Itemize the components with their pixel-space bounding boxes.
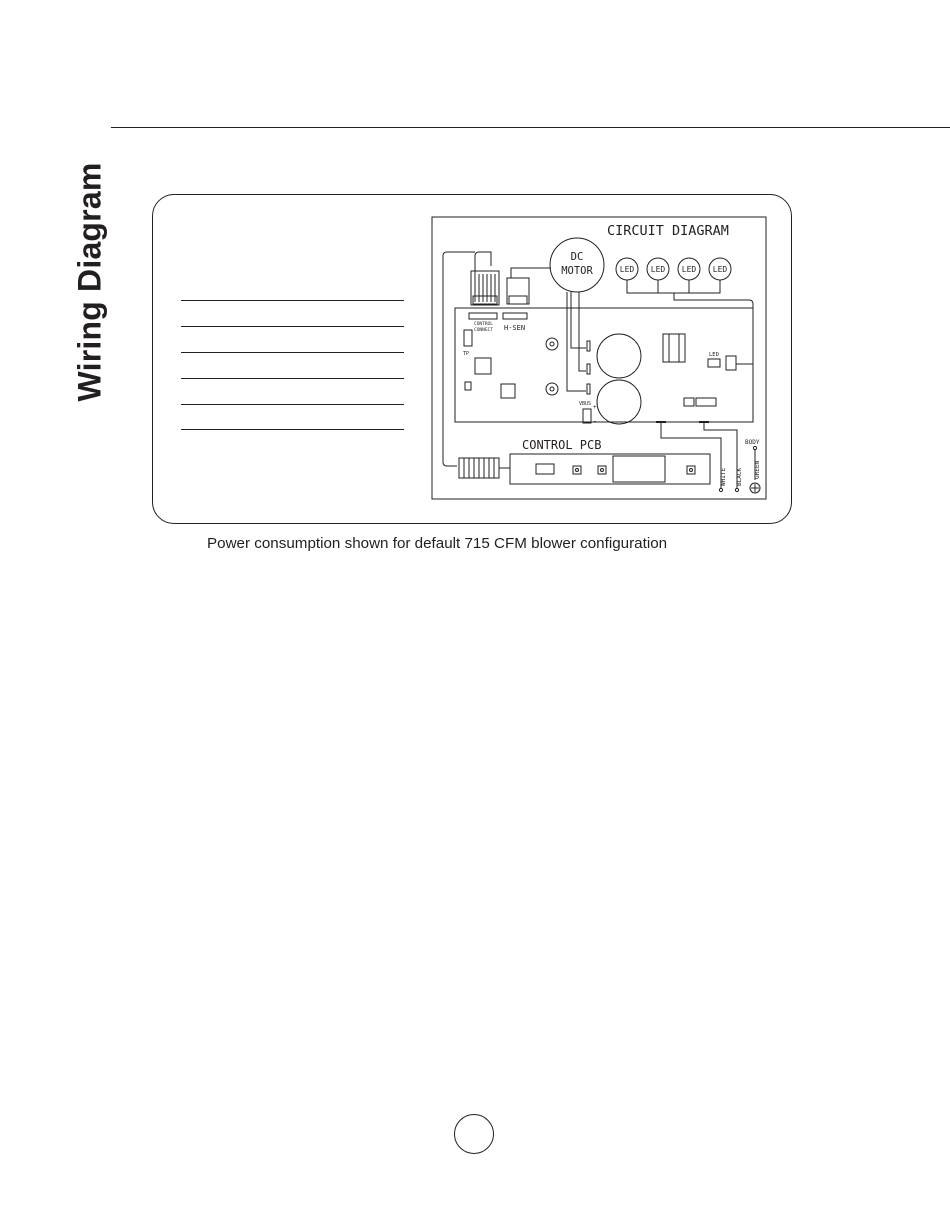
pcb-component — [687, 466, 695, 474]
ic-chip — [475, 358, 491, 374]
led-wire — [627, 280, 720, 293]
control-connect-label: CONTROL — [474, 322, 493, 327]
pcb-component — [536, 464, 554, 474]
diagram-title: CIRCUIT DIAGRAM — [607, 223, 729, 239]
vbus-header — [583, 409, 591, 423]
mounting-hole — [546, 383, 558, 395]
blank-line — [181, 378, 404, 379]
motor-wire — [567, 292, 586, 391]
led-label: LED — [681, 265, 697, 274]
sensor-wire — [511, 268, 551, 278]
pcb-component — [598, 466, 606, 474]
vbus-label: VBUS — [579, 401, 592, 407]
led-label: LED — [650, 265, 666, 274]
blank-line — [181, 429, 404, 430]
mounting-hole — [546, 338, 558, 350]
wire-label-white: WHITE — [720, 467, 727, 486]
control-connect-label: CONNECT — [474, 328, 493, 333]
blank-line — [181, 326, 404, 327]
wire-label-black: BLACK — [736, 467, 743, 486]
tp-label: TP — [463, 351, 470, 357]
tp-header — [464, 330, 472, 346]
h-sen-label: H-SEN — [504, 324, 526, 332]
vbus-plus: + — [593, 404, 597, 411]
cable-wire — [443, 252, 475, 466]
inductor — [663, 334, 685, 362]
fuse-holder — [684, 398, 694, 406]
blank-line — [181, 300, 404, 301]
page-number-badge — [454, 1114, 494, 1154]
control-pcb-label: CONTROL PCB — [522, 438, 602, 452]
led-label: LED — [619, 265, 635, 274]
vbus-minus: - — [593, 418, 597, 425]
blank-line — [181, 352, 404, 353]
capacitor — [597, 334, 641, 378]
blank-line — [181, 404, 404, 405]
ic-chip — [501, 384, 515, 398]
led-connector-label: LED — [709, 352, 719, 358]
section-title: Wiring Diagram — [71, 162, 108, 402]
pcb-relay — [613, 456, 665, 482]
body-label: BODY — [745, 439, 760, 446]
control-pcb — [510, 454, 710, 484]
wire-label-green: GREEN — [754, 460, 761, 479]
sensor-connector — [507, 278, 529, 304]
led-plug — [726, 356, 736, 370]
motor-wire — [579, 292, 586, 371]
white-wire — [661, 422, 721, 488]
diagram-caption: Power consumption shown for default 715 CFM blower configuration — [207, 535, 668, 552]
led-connector — [708, 359, 720, 367]
capacitor — [597, 380, 641, 424]
control-connect-header — [469, 313, 497, 319]
h-sen-header — [503, 313, 527, 319]
motor-label: DC — [570, 251, 584, 263]
cable-wire — [475, 252, 491, 276]
header-rule — [111, 127, 950, 128]
motor-label: MOTOR — [561, 265, 593, 277]
fuse — [696, 398, 716, 406]
led-label: LED — [712, 265, 728, 274]
pcb-component — [573, 466, 581, 474]
circuit-diagram — [431, 216, 767, 500]
